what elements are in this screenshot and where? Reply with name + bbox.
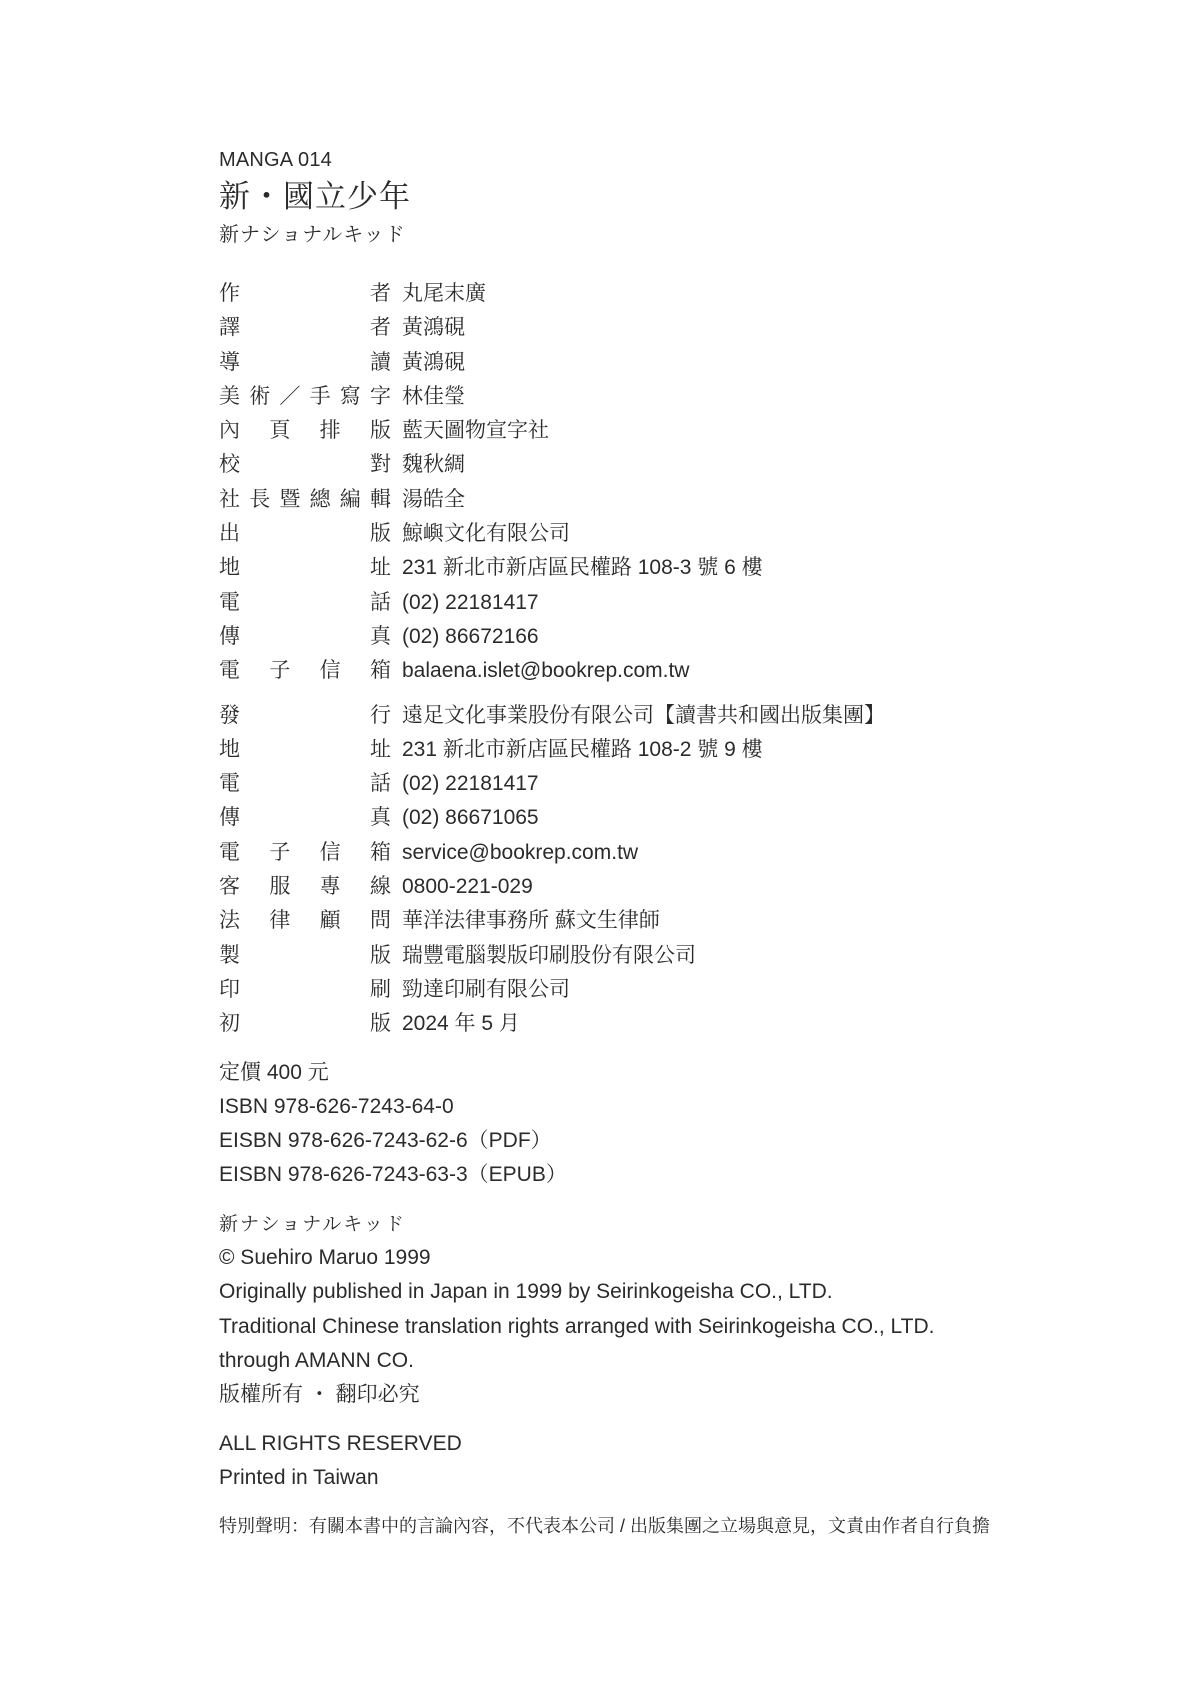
credit-value: 勁達印刷有限公司: [402, 977, 570, 1001]
credit-role: 電話: [219, 772, 391, 796]
footer-block: [219, 1427, 1119, 1496]
credit-row-proofreading: [219, 448, 1119, 482]
credit-value: 鯨嶼文化有限公司: [402, 522, 570, 546]
eisbn-epub: EISBN 978-626-7243-63-3（EPUB）: [219, 1163, 567, 1187]
credit-role: 法律顧問: [219, 909, 391, 933]
credit-row-email: [219, 654, 1119, 688]
credit-value: 黃鴻硯: [402, 350, 465, 374]
credit-role: 發行: [219, 703, 391, 727]
credit-value: (02) 86671065: [402, 806, 539, 830]
credit-row-phone: [219, 767, 1119, 801]
credit-role: 製版: [219, 943, 391, 967]
credit-role: 出版: [219, 522, 391, 546]
credit-value: 瑞豐電腦製版印刷股份有限公司: [402, 943, 696, 967]
rights-block: [219, 1207, 1119, 1413]
credit-role: 電子信箱: [219, 840, 391, 864]
all-rights-reserved: ALL RIGHTS RESERVED: [219, 1431, 462, 1455]
credit-role: 印刷: [219, 977, 391, 1001]
credit-row-fax: [219, 801, 1119, 835]
credit-role: 美術／手寫字: [219, 384, 391, 408]
credit-value: (02) 22181417: [402, 590, 539, 614]
credit-value: service@bookrep.com.tw: [402, 840, 639, 864]
credit-value: 2024 年 5 月: [402, 1012, 520, 1036]
credit-row-address: [219, 551, 1119, 585]
rights-reserved-zh: 版權所有 ・ 翻印必究: [219, 1383, 420, 1407]
credit-role: 譯者: [219, 316, 391, 340]
translation-rights: Traditional Chinese translation rights arranged with Seirinkogeisha CO., LTD.: [219, 1314, 935, 1338]
credit-role: 內頁排版: [219, 419, 391, 443]
credit-row-platemaking: [219, 939, 1119, 973]
credit-role: 電子信箱: [219, 659, 391, 683]
book-title: 新・國立少年: [219, 179, 411, 215]
credit-row-distributor: [219, 699, 1119, 733]
credit-role: 傳真: [219, 806, 391, 830]
credit-value: 華洋法律事務所 蘇文生律師: [402, 909, 660, 933]
credit-row-translator: [219, 311, 1119, 345]
original-title: 新ナショナルキッド: [219, 1212, 406, 1235]
credit-row-publisher: [219, 517, 1119, 551]
credit-row-editor: [219, 483, 1119, 517]
credit-value: 遠足文化事業股份有限公司【讀書共和國出版集團】: [402, 703, 885, 727]
credit-value: 魏秋綢: [402, 453, 465, 477]
credit-value: 231 新北市新店區民權路 108-3 號 6 樓: [402, 556, 763, 580]
printed-in: Printed in Taiwan: [219, 1465, 379, 1489]
credit-role: 社長暨總編輯: [219, 487, 391, 511]
credit-value: (02) 86672166: [402, 624, 539, 648]
credit-value: 丸尾末廣: [402, 282, 486, 305]
production-credits: [219, 277, 1119, 689]
credit-row-guide: [219, 346, 1119, 380]
credit-row-fax: [219, 620, 1119, 654]
credit-value: (02) 22181417: [402, 772, 539, 796]
credit-row-phone: [219, 586, 1119, 620]
credit-row-email: [219, 836, 1119, 870]
credit-role: 作者: [219, 282, 391, 305]
credit-row-author: [219, 277, 1119, 311]
credit-row-customer-service: [219, 870, 1119, 904]
book-original-title: 新ナショナルキッド: [219, 222, 406, 246]
credit-value: 藍天圖物宣字社: [402, 419, 549, 443]
rights-agent: through AMANN CO.: [219, 1348, 414, 1372]
eisbn-pdf: EISBN 978-626-7243-62-6（PDF）: [219, 1129, 552, 1153]
copyright-notice: © Suehiro Maruo 1999: [219, 1246, 431, 1270]
credit-role: 客服專線: [219, 875, 391, 899]
credit-role: 初版: [219, 1012, 391, 1036]
credit-role: 校對: [219, 453, 391, 477]
credit-role: 導讀: [219, 350, 391, 374]
price: 定價 400 元: [219, 1060, 329, 1084]
credit-row-legal: [219, 904, 1119, 938]
credit-value: 林佳瑩: [402, 384, 465, 408]
credit-row-layout: [219, 414, 1119, 448]
credit-value: 黃鴻硯: [402, 316, 465, 340]
original-publication: Originally published in Japan in 1999 by Seirinkogeisha CO., LTD.: [219, 1280, 833, 1304]
credit-row-art: [219, 380, 1119, 414]
credit-role: 傳真: [219, 624, 391, 648]
credit-row-first-edition: [219, 1007, 1119, 1041]
disclaimer: 特別聲明：有關本書中的言論內容，不代表本公司 / 出版集團之立場與意見，文責由作者自行負擔: [219, 1516, 990, 1537]
credit-role: 地址: [219, 556, 391, 580]
pricing-block: [219, 1056, 1119, 1193]
credit-value: 231 新北市新店區民權路 108-2 號 9 樓: [402, 737, 763, 761]
credit-value: 湯皓全: [402, 487, 465, 511]
credit-row-address: [219, 733, 1119, 767]
credit-role: 電話: [219, 590, 391, 614]
credit-value: 0800-221-029: [402, 875, 533, 899]
series-code: MANGA 014: [219, 149, 332, 171]
copyright-page: [219, 146, 1119, 1541]
credit-value: balaena.islet@bookrep.com.tw: [402, 659, 690, 683]
credit-row-printing: [219, 973, 1119, 1007]
isbn: ISBN 978-626-7243-64-0: [219, 1094, 454, 1118]
distribution-credits: [219, 699, 1119, 1042]
credit-role: 地址: [219, 737, 391, 761]
